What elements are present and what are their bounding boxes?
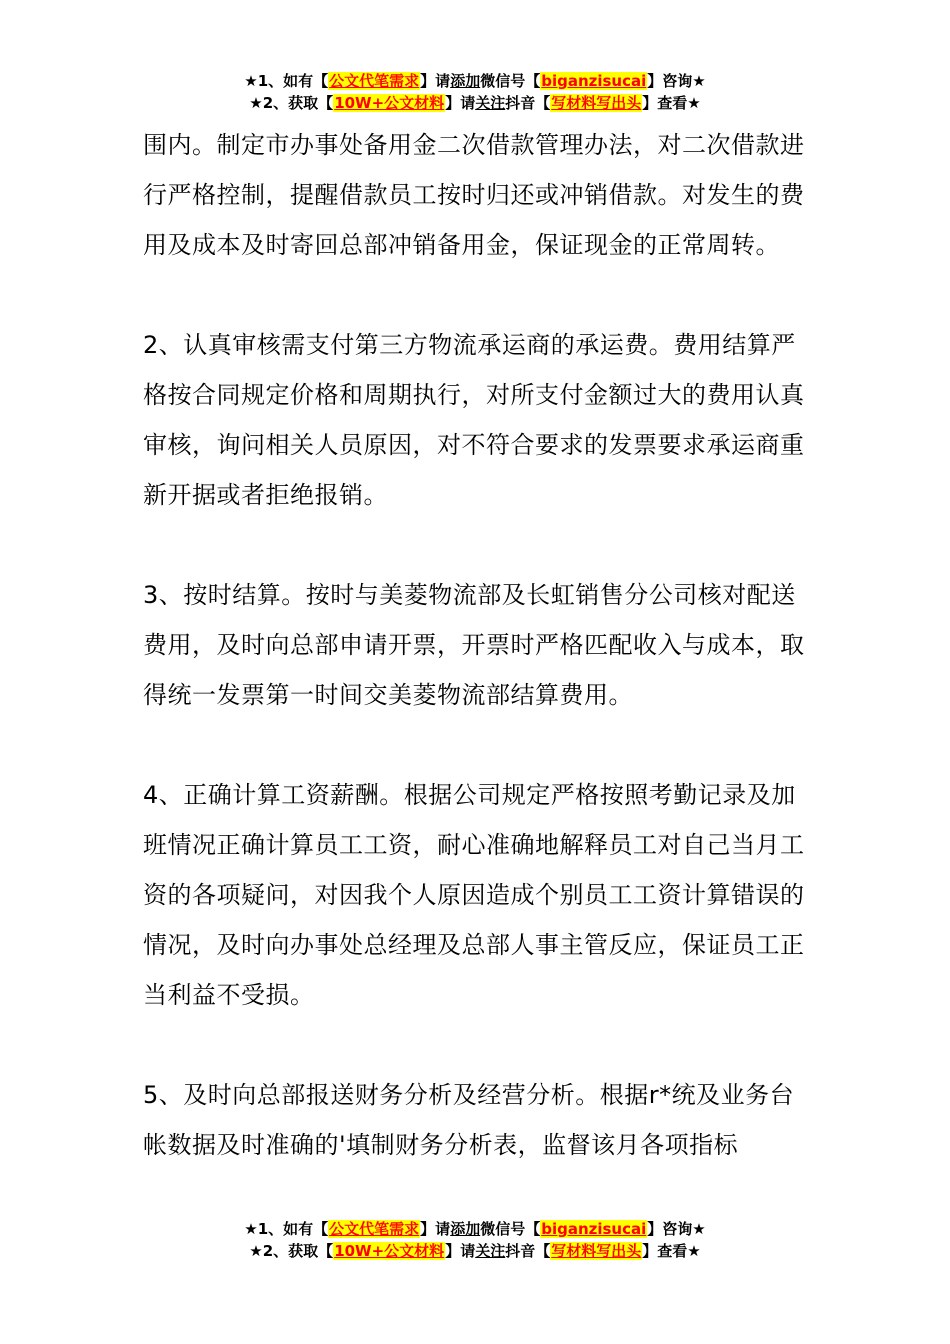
highlight-materials: 10W+公文材料 (334, 1242, 445, 1260)
paragraph: 2、认真审核需支付第三方物流承运商的承运费。费用结算严格按合同规定价格和周期执行，对所支付金额过大的费用认真审核，询问相关人员原因，对不符合要求的发票要求承运商重新开据或者拒绝报销。 (143, 331, 805, 509)
paragraph: 3、按时结算。按时与美菱物流部及长虹销售分公司核对配送费用，及时向总部申请开票，开票时严格匹配收入与成本，取得统一发票第一时间交美菱物流部结算费用。 (143, 581, 805, 709)
banner-line-2: ★2、获取【10W+公文材料】请关注抖音【写材料写出头】查看★ (249, 1242, 701, 1260)
paragraph-gap (143, 720, 811, 770)
highlight-service: 公文代笔需求 (329, 72, 420, 90)
banner-line-2: ★2、获取【10W+公文材料】请关注抖音【写材料写出头】查看★ (249, 94, 701, 112)
paragraph-gap (143, 270, 811, 320)
banner-line-1: ★1、如有【公文代笔需求】请添加微信号【biganzisucai】咨询★ (244, 1220, 706, 1238)
paragraph: 围内。制定市办事处备用金二次借款管理办法，对二次借款进行严格控制，提醒借款员工按时归还或冲销借款。对发生的费用及成本及时寄回总部冲销备用金，保证现金的正常周转。 (143, 131, 805, 259)
highlight-wechat-id: biganzisucai (541, 72, 647, 90)
highlight-service: 公文代笔需求 (329, 1220, 420, 1238)
banner-line-1: ★1、如有【公文代笔需求】请添加微信号【biganzisucai】咨询★ (244, 72, 706, 90)
paragraph-gap (143, 520, 811, 570)
paragraph: 4、正确计算工资薪酬。根据公司规定严格按照考勤记录及加班情况正确计算员工工资，耐心准确地解释员工对自己当月工资的各项疑问，对因我个人原因造成个别员工工资计算错误的情况，及时向办事处总经理及总部人事主管反应，保证员工正当利益不受损。 (143, 781, 805, 1009)
highlight-douyin: 写材料写出头 (551, 1242, 642, 1260)
header-banner (0, 70, 950, 114)
paragraph-gap (143, 1020, 811, 1070)
highlight-wechat-id: biganzisucai (541, 1220, 647, 1238)
highlight-materials: 10W+公文材料 (334, 94, 445, 112)
document-body (143, 120, 811, 1170)
highlight-douyin: 写材料写出头 (551, 94, 642, 112)
paragraph: 5、及时向总部报送财务分析及经营分析。根据r*统及业务台帐数据及时准确的'填制财务分析表，监督该月各项指标 (143, 1081, 795, 1159)
footer-banner (0, 1218, 950, 1262)
